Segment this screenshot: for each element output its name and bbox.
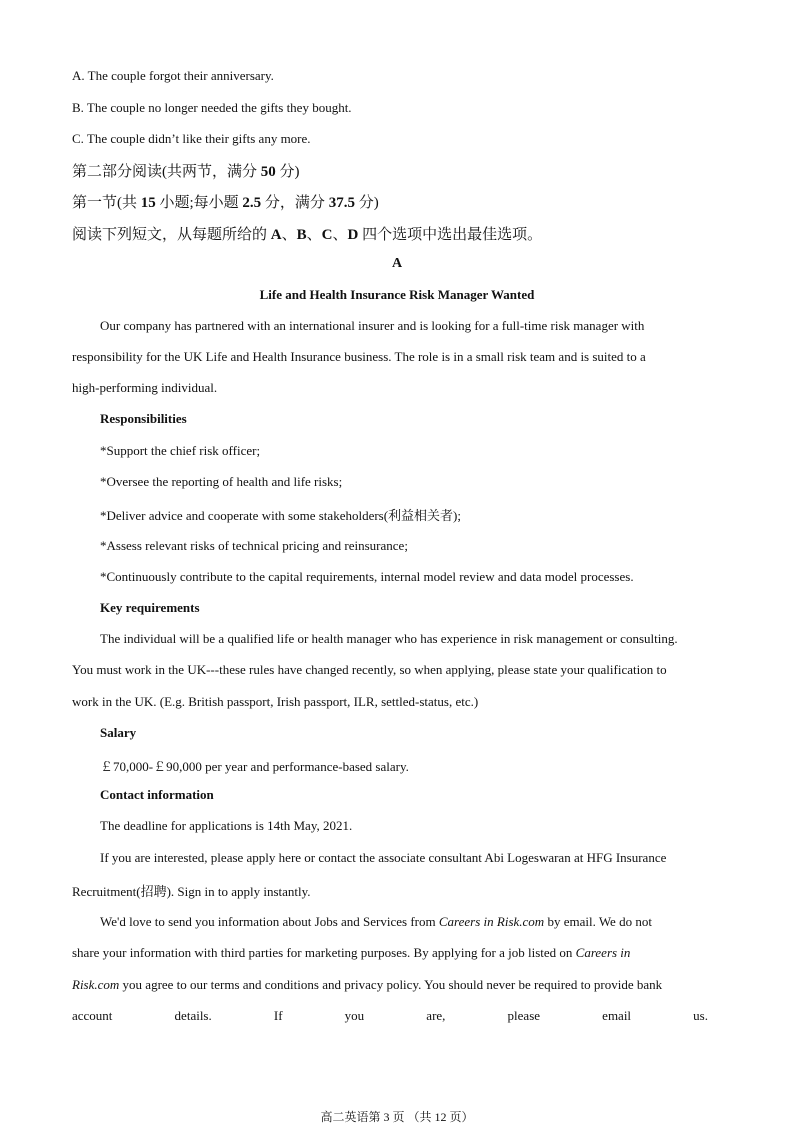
requirements-heading: Key requirements <box>100 600 200 615</box>
intro-line-2: responsibility for the UK Life and Health Insurance business. The role is in a small risk team and is suited to a <box>72 349 646 364</box>
option-a: A. The couple forgot their anniversary. <box>72 68 274 83</box>
contact-heading: Contact information <box>100 787 214 802</box>
requirements-line-1: The individual will be a qualified life or health manager who has experience in risk management or consulting. <box>100 631 678 646</box>
intro-line-3: high-performing individual. <box>72 380 218 395</box>
responsibility-item: *Continuously contribute to the capital requirements, internal model review and data model processes. <box>100 569 634 584</box>
passage-letter: A <box>391 256 403 271</box>
section-title: 第一节(共 15 小题;每小题 2.5 分，满分 37.5 分) <box>72 195 379 211</box>
site-name: Risk.com <box>72 977 120 992</box>
responsibility-item: *Deliver advice and cooperate with some stakeholders(利益相关者); <box>100 508 461 523</box>
apply-line-1: If you are interested, please apply here or contact the associate consultant Abi Logeswaran at HFG Insurance <box>100 850 667 865</box>
responsibility-item: *Support the chief risk officer; <box>100 443 261 458</box>
site-name: Careers in <box>575 945 631 960</box>
site-name: Careers in Risk.com <box>438 914 545 929</box>
instruction: 阅读下列短文，从每题所给的 A、B、C、D 四个选项中选出最佳选项。 <box>72 227 543 243</box>
closing-line-1: We'd love to send you information about Jobs and Services from Careers in Risk.com by email. We do not <box>100 914 652 929</box>
responsibility-item: *Oversee the reporting of health and life risks; <box>100 474 343 489</box>
requirements-line-3: work in the UK. (E.g. British passport, Irish passport, ILR, settled-status, etc.) <box>72 694 479 709</box>
requirements-line-2: You must work in the UK---these rules have changed recently, so when applying, please state your qualification to <box>72 662 667 677</box>
apply-line-2: Recruitment(招聘). Sign in to apply instantly. <box>72 884 311 899</box>
intro-line-1: Our company has partnered with an international insurer and is looking for a full-time risk manager with <box>100 318 645 333</box>
closing-line-3: Risk.com you agree to our terms and conditions and privacy policy. You should never be required to provide bank <box>72 977 663 992</box>
salary-heading: Salary <box>100 725 137 740</box>
passage-title: Life and Health Insurance Risk Manager Wanted <box>259 287 535 302</box>
closing-line-4: account details. If you are, please email us. <box>72 1008 708 1023</box>
salary-text: ￡70,000-￡90,000 per year and performance-based salary. <box>100 759 409 774</box>
page-footer: 高二英语第 3 页 （共 12 页） <box>320 1110 474 1124</box>
responsibilities-heading: Responsibilities <box>100 411 187 426</box>
responsibility-item: *Assess relevant risks of technical pricing and reinsurance; <box>100 538 408 553</box>
part-title: 第二部分阅读(共两节，满分 50 分) <box>72 164 300 180</box>
option-c: C. The couple didn’t like their gifts any more. <box>72 131 311 146</box>
deadline-text: The deadline for applications is 14th May, 2021. <box>100 818 353 833</box>
closing-line-2: share your information with third parties for marketing purposes. By applying for a job listed on Careers in <box>72 945 631 960</box>
option-b: B. The couple no longer needed the gifts they bought. <box>72 100 352 115</box>
